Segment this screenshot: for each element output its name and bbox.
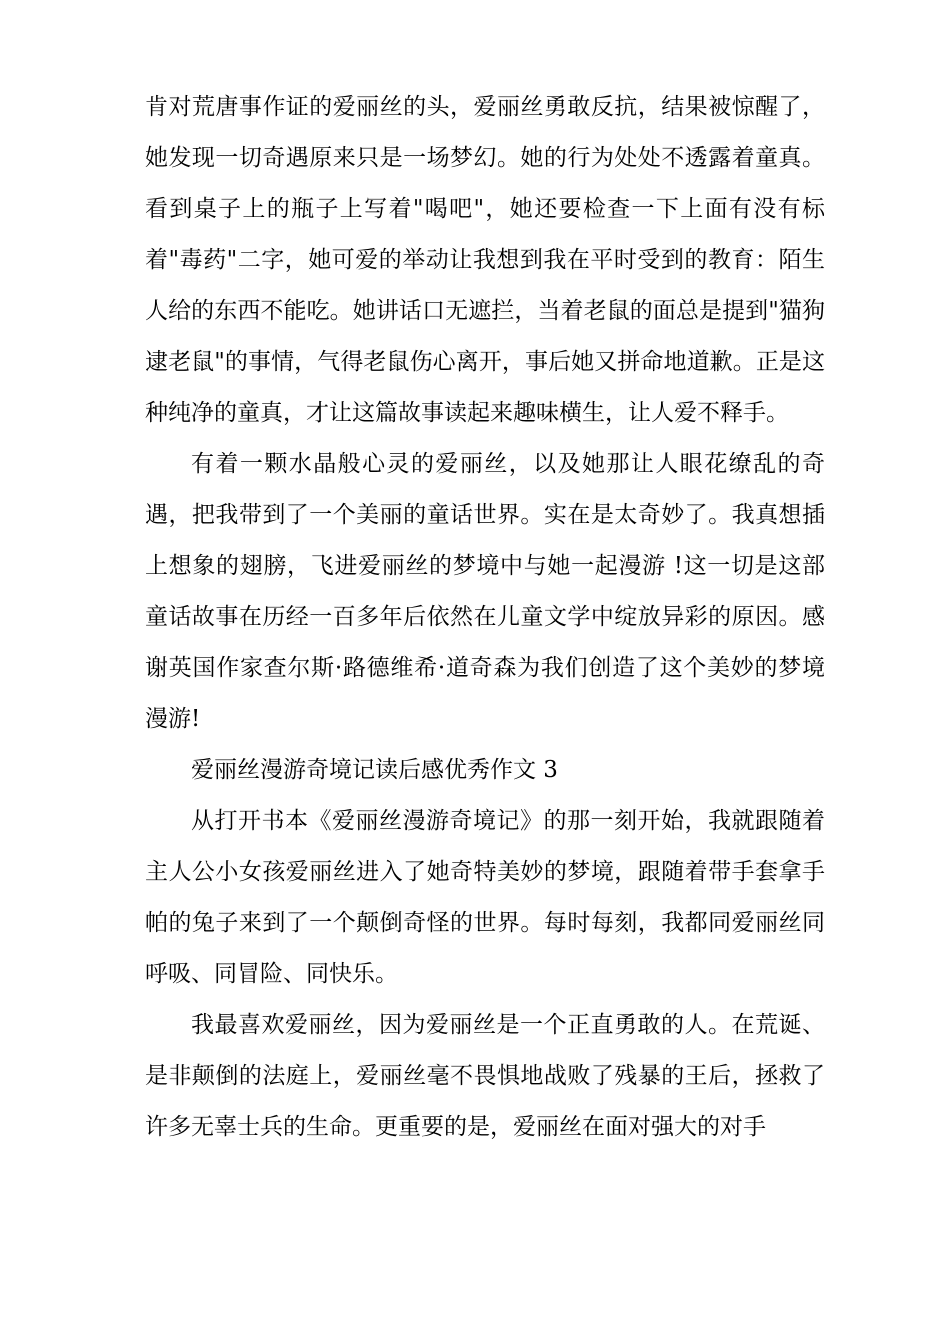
paragraph-brave-alice: 我最喜欢爱丽丝，因为爱丽丝是一个正直勇敢的人。在荒诞、是非颠倒的法庭上，爱丽丝毫不畏惧地战败了残暴的王后，拯救了许多无辜士兵的生命。更重要的是，爱丽丝在面对强大的对手 bbox=[145, 1012, 825, 1140]
document-body bbox=[145, 82, 825, 1153]
essay-title: 爱丽丝漫游奇境记读后感优秀作文 3 bbox=[191, 757, 558, 783]
paragraph-opening-book: 从打开书本《爱丽丝漫游奇境记》的那一刻开始，我就跟随着主人公小女孩爱丽丝进入了她奇特美妙的梦境，跟随着带手套拿手帕的兔子来到了一个颠倒奇怪的世界。每时每刻，我都同爱丽丝同呼吸、同冒险、同快乐。 bbox=[145, 808, 825, 987]
paragraph-crystal-heart: 有着一颗水晶般心灵的爱丽丝，以及她那让人眼花缭乱的奇遇，把我带到了一个美丽的童话世界。实在是太奇妙了。我真想插上想象的翅膀，飞进爱丽丝的梦境中与她一起漫游 !这一切是这部童话故事在历经一百多年后依然在儿童文学中绽放异彩的原因。感谢英国作家查尔斯·路德维希·道奇森为我们创造了这个美妙的梦境漫游! bbox=[145, 451, 825, 732]
paragraph-continuation: 肯对荒唐事作证的爱丽丝的头，爱丽丝勇敢反抗，结果被惊醒了，她发现一切奇遇原来只是一场梦幻。她的行为处处不透露着童真。看到桌子上的瓶子上写着"喝吧"，她还要检查一下上面有没有标着"毒药"二字，她可爱的举动让我想到我在平时受到的教育：陌生人给的东西不能吃。她讲话口无遮拦，当着老鼠的面总是提到"猫狗逮老鼠"的事情，气得老鼠伤心离开，事后她又拼命地道歉。正是这种纯净的童真，才让这篇故事读起来趣味横生，让人爱不释手。 bbox=[145, 94, 825, 426]
